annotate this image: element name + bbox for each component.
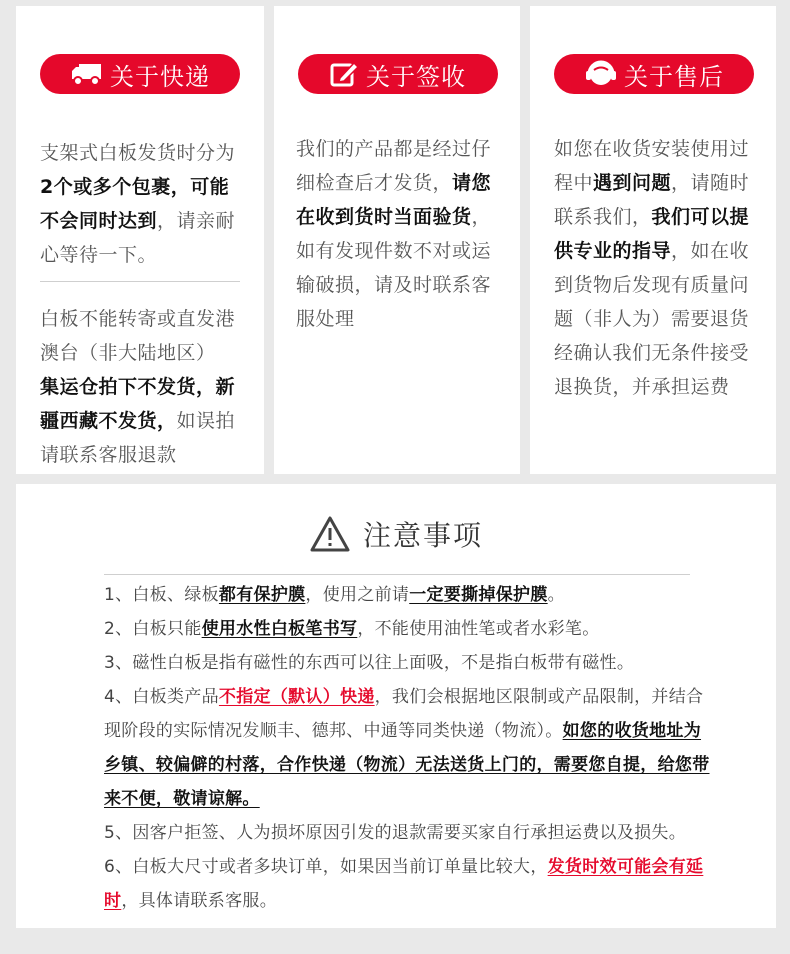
- card-title: 关于售后: [624, 62, 724, 91]
- notice-text-run: ，具体请联系客服。: [121, 891, 278, 911]
- notice-text-run: 5、因客户拒签、人为损坏原因引发的退款需要买家自行承担运费以及损失。: [104, 823, 687, 843]
- notice-heading: [16, 514, 776, 554]
- bold-run: 请您在收到货时当面验货: [296, 172, 492, 228]
- notice-item: [104, 816, 714, 850]
- notice-text-run: 使用水性白板笔书写: [201, 619, 358, 639]
- notice-text-run: 都有保护膜: [218, 585, 306, 605]
- notice-text-run: ，我们会根据地区限制或产品限制，并结合现阶段的实际情况发顺丰、德邦、中通等同类快递（物流）。: [104, 687, 704, 741]
- card-title: 关于快递: [110, 62, 210, 91]
- text-run: ，如有发现件数不对或运输破损，请及时联系客服处理: [296, 206, 492, 330]
- sign-pen-icon: [330, 60, 360, 88]
- text-run: 我们的产品都是经过仔细检查后才发货，: [296, 138, 492, 194]
- notice-text-run: 3、磁性白板是指有磁性的东西可以往上面吸，不是指白板带有磁性。: [104, 653, 635, 673]
- notice-item: [104, 612, 714, 646]
- divider: [40, 281, 240, 282]
- notice-item: [104, 578, 714, 612]
- notice-text-run: ，使用之前请: [305, 585, 410, 605]
- divider: [104, 574, 690, 575]
- notice-text-run: 如您的收货地址为乡镇、较偏僻的村落，合作快递（物流）无法送货上门的，需要您自提，给您带来不便，敬请谅解。: [104, 721, 710, 809]
- notice-item: [104, 680, 714, 816]
- after-sales-text: [554, 132, 758, 404]
- notice-item: [104, 850, 714, 918]
- notice-text-run: 4、白板类产品: [104, 687, 219, 707]
- after-sales-title-badge: [554, 54, 754, 94]
- headset-support-icon: [584, 59, 618, 89]
- bold-run: 集运仓拍下不发货，新疆西藏不发货，: [40, 376, 236, 432]
- notice-text-run: 2、白板只能: [104, 619, 202, 639]
- card-delivery: [16, 6, 264, 474]
- text-run: ，请随时联系我们，: [554, 172, 750, 228]
- notice-text-run: 一定要撕掉保护膜: [409, 585, 548, 605]
- card-after-sales: [530, 6, 776, 474]
- notice-list: [104, 578, 714, 918]
- notice-panel: [16, 484, 776, 928]
- notice-text-run: 1、白板、绿板: [104, 585, 219, 605]
- notice-text-run: 发货时效可能会有延时: [104, 857, 704, 911]
- text-run: 白板不能转寄或直发港澳台（非大陆地区）: [40, 308, 236, 364]
- notice-text-run: 。: [547, 585, 565, 605]
- card-title: 关于签收: [366, 62, 466, 91]
- signing-text: [296, 132, 502, 336]
- text-run: 如您在收货安装使用过程中: [554, 138, 750, 194]
- bold-run: 遇到问题: [593, 172, 672, 194]
- notice-text-run: ，不能使用油性笔或者水彩笔。: [357, 619, 600, 639]
- notice-text-run: 6、白板大尺寸或者多块订单，如果因当前订单量比较大，: [104, 857, 548, 877]
- notice-text-run: 不指定（默认）快递: [218, 687, 375, 707]
- notice-item: [104, 646, 714, 680]
- notice-title: 注意事项: [362, 519, 483, 552]
- text-run: 支架式白板发货时分为: [40, 142, 236, 164]
- delivery-title-badge: [40, 54, 240, 94]
- card-signing: [274, 6, 520, 474]
- signing-title-badge: [298, 54, 498, 94]
- bold-run: 我们可以提供专业的指导: [554, 206, 750, 262]
- text-run: ，如在收到货物后发现有质量问题（非人为）需要退货经确认我们无条件接受退换货，并承担运费: [554, 240, 750, 398]
- delivery-text-1: [40, 136, 246, 272]
- delivery-truck-icon: [70, 61, 104, 87]
- delivery-text-2: [40, 302, 246, 472]
- text-run: 如误拍请联系客服退款: [40, 410, 236, 466]
- bold-run: 2个或多个包裹，可能不会同时达到: [40, 176, 230, 232]
- warning-triangle-icon: [309, 515, 351, 553]
- text-run: ，请亲耐心等待一下。: [40, 210, 236, 266]
